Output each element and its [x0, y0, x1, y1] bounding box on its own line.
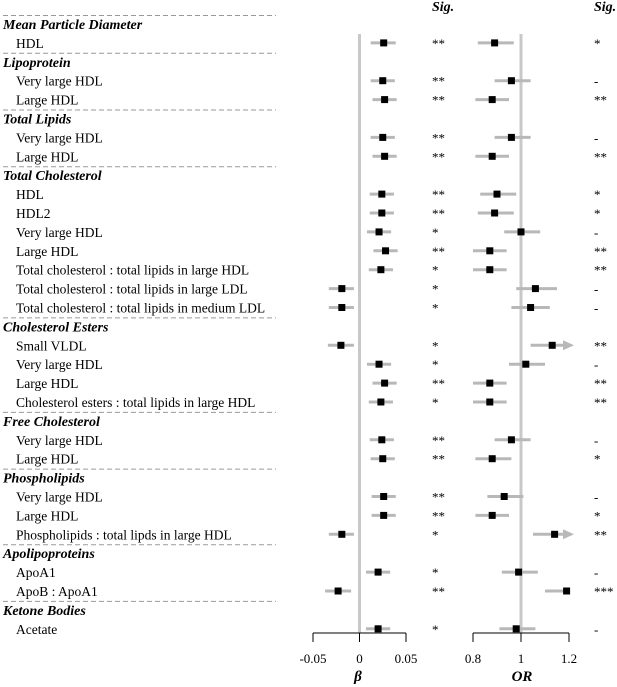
- sig-or: -: [594, 224, 599, 240]
- x-tick-label-beta: -0.05: [299, 651, 327, 666]
- beta-point: [382, 247, 389, 254]
- sig-or: *: [594, 451, 601, 467]
- sig-beta: **: [432, 451, 445, 467]
- beta-point: [335, 588, 342, 595]
- sig-or: -: [594, 281, 599, 297]
- sig-beta: **: [432, 130, 445, 146]
- beta-point: [375, 625, 382, 632]
- sig-beta: **: [432, 489, 445, 505]
- sig-or: -: [594, 130, 599, 146]
- row-label: Total cholesterol : total lipids in medium LDL: [16, 300, 266, 316]
- x-tick-label-beta: 0.05: [394, 651, 418, 666]
- section-title: Mean Particle Diameter: [3, 18, 143, 33]
- or-point: [518, 228, 525, 235]
- beta-point: [381, 380, 388, 387]
- sig-beta: *: [432, 281, 439, 297]
- beta-point: [381, 96, 388, 103]
- sig-or: *: [594, 35, 601, 51]
- or-point: [551, 531, 558, 538]
- beta-point: [338, 531, 345, 538]
- sig-or: -: [594, 357, 599, 373]
- or-point: [489, 512, 496, 519]
- section-title: Ketone Bodies: [3, 603, 86, 619]
- sig-or: -: [594, 621, 599, 637]
- beta-point: [338, 285, 345, 292]
- or-point: [508, 77, 515, 84]
- or-point: [491, 39, 498, 46]
- section-title: Free Cholesterol: [3, 414, 100, 430]
- beta-point: [376, 361, 383, 368]
- x-axis-title-beta: β: [354, 669, 362, 685]
- row-label: ApoA1: [16, 565, 56, 581]
- or-point: [508, 134, 515, 141]
- sig-or: -: [594, 300, 599, 316]
- sig-beta: **: [432, 432, 445, 448]
- sig-beta: **: [432, 187, 445, 203]
- axes-group: [299, 633, 577, 666]
- sig-beta: **: [432, 508, 445, 524]
- or-point: [563, 588, 570, 595]
- sig-beta: **: [432, 376, 445, 392]
- beta-point: [337, 342, 344, 349]
- section-title: Apolipoproteins: [3, 547, 95, 563]
- beta-point: [379, 134, 386, 141]
- or-point: [486, 380, 493, 387]
- x-tick-label-or: 1.2: [560, 651, 578, 666]
- beta-point: [378, 210, 385, 217]
- sig-beta: **: [432, 206, 445, 221]
- or-point: [508, 436, 515, 443]
- sig-or: **: [594, 262, 607, 278]
- sig-beta: *: [432, 357, 439, 373]
- sig-or: **: [594, 243, 607, 259]
- row-label: Small VLDL: [16, 338, 87, 354]
- sig-or: **: [594, 338, 607, 354]
- x-tick-label-or: 0.8: [464, 651, 482, 666]
- sig-beta: *: [432, 527, 439, 543]
- row-label: HDL: [16, 35, 44, 51]
- sig-or: *: [594, 508, 601, 524]
- row-label: Very large HDL: [16, 357, 103, 373]
- sig-or: ***: [594, 584, 614, 599]
- row-label: Very large HDL: [16, 73, 103, 89]
- sig-beta: *: [432, 565, 439, 581]
- sig-or: -: [594, 565, 599, 581]
- beta-point: [338, 304, 345, 311]
- row-label: Very large HDL: [16, 432, 103, 448]
- or-point: [527, 304, 534, 311]
- beta-point: [381, 153, 388, 160]
- or-point: [489, 96, 496, 103]
- sig-header-beta: Sig.: [432, 0, 455, 15]
- reference-lines: [360, 34, 522, 633]
- sig-or: -: [594, 73, 599, 89]
- sig-or: **: [594, 149, 607, 165]
- row-label: HDL2: [16, 206, 51, 221]
- or-point: [486, 247, 493, 254]
- ci-arrow-icon: [563, 340, 574, 350]
- sig-beta: **: [432, 149, 445, 165]
- row-label: Large HDL: [16, 451, 79, 467]
- row-label: Very large HDL: [16, 489, 103, 505]
- beta-point: [379, 455, 386, 462]
- row-label: Total cholesterol : total lipids in large HDL: [16, 262, 250, 278]
- section-title: Phospholipids: [3, 471, 85, 487]
- sig-or: **: [594, 395, 607, 410]
- row-label: Large HDL: [16, 376, 79, 392]
- or-point: [532, 285, 539, 292]
- or-point: [491, 210, 498, 217]
- beta-point: [380, 39, 387, 46]
- sig-beta: *: [432, 224, 439, 240]
- row-label: Very large HDL: [16, 130, 103, 146]
- sig-beta: **: [432, 73, 445, 89]
- sig-header-or: Sig.: [594, 0, 617, 15]
- sig-or: **: [594, 527, 607, 543]
- or-point: [486, 266, 493, 273]
- sig-beta: *: [432, 300, 439, 316]
- beta-point: [380, 493, 387, 500]
- sig-beta: *: [432, 395, 439, 410]
- row-label: Phospholipids : total lipds in large HDL: [16, 527, 232, 543]
- section-title: Total Cholesterol: [3, 169, 102, 185]
- sig-or: **: [594, 376, 607, 392]
- row-label: Large HDL: [16, 508, 79, 524]
- beta-point: [375, 569, 382, 576]
- sig-or: **: [594, 92, 607, 108]
- or-point: [549, 342, 556, 349]
- x-tick-label-beta: 0: [356, 651, 363, 666]
- sig-beta: **: [432, 584, 445, 599]
- or-point: [501, 493, 508, 500]
- or-point: [486, 399, 493, 406]
- beta-point: [378, 436, 385, 443]
- row-label: HDL: [16, 187, 44, 203]
- sig-or: -: [594, 489, 599, 505]
- sig-beta: **: [432, 243, 445, 259]
- sig-beta: **: [432, 92, 445, 108]
- row-label: Large HDL: [16, 92, 79, 108]
- section-title: Cholesterol Esters: [3, 320, 109, 336]
- sig-or: -: [594, 432, 599, 448]
- row-label: Large HDL: [16, 149, 79, 165]
- or-point: [489, 153, 496, 160]
- beta-point: [377, 266, 384, 273]
- beta-point: [380, 512, 387, 519]
- row-label: Large HDL: [16, 243, 79, 259]
- sig-beta: *: [432, 621, 439, 637]
- or-point: [513, 625, 520, 632]
- sig-or: *: [594, 187, 601, 203]
- sig-beta: **: [432, 35, 445, 51]
- section-title: Lipoprotein: [3, 55, 71, 71]
- sig-or: *: [594, 206, 601, 221]
- beta-point: [378, 191, 385, 198]
- beta-point: [377, 399, 384, 406]
- x-tick-label-or: 1: [517, 651, 525, 666]
- row-label: Acetate: [16, 621, 58, 637]
- beta-point: [379, 77, 386, 84]
- row-label: Cholesterol esters : total lipids in large HDL: [16, 395, 256, 410]
- sig-beta: *: [432, 338, 439, 354]
- row-label: Very large HDL: [16, 224, 103, 240]
- or-point: [489, 455, 496, 462]
- sig-beta: *: [432, 262, 439, 278]
- section-title: Total Lipids: [3, 112, 72, 128]
- or-point: [494, 191, 501, 198]
- or-point: [515, 569, 522, 576]
- ci-arrow-icon: [563, 529, 574, 539]
- or-point: [522, 361, 529, 368]
- beta-point: [376, 228, 383, 235]
- row-label: Total cholesterol : total lipids in large LDL: [16, 281, 248, 297]
- x-axis-title-or: OR: [511, 669, 533, 685]
- row-label: ApoB : ApoA1: [16, 584, 98, 599]
